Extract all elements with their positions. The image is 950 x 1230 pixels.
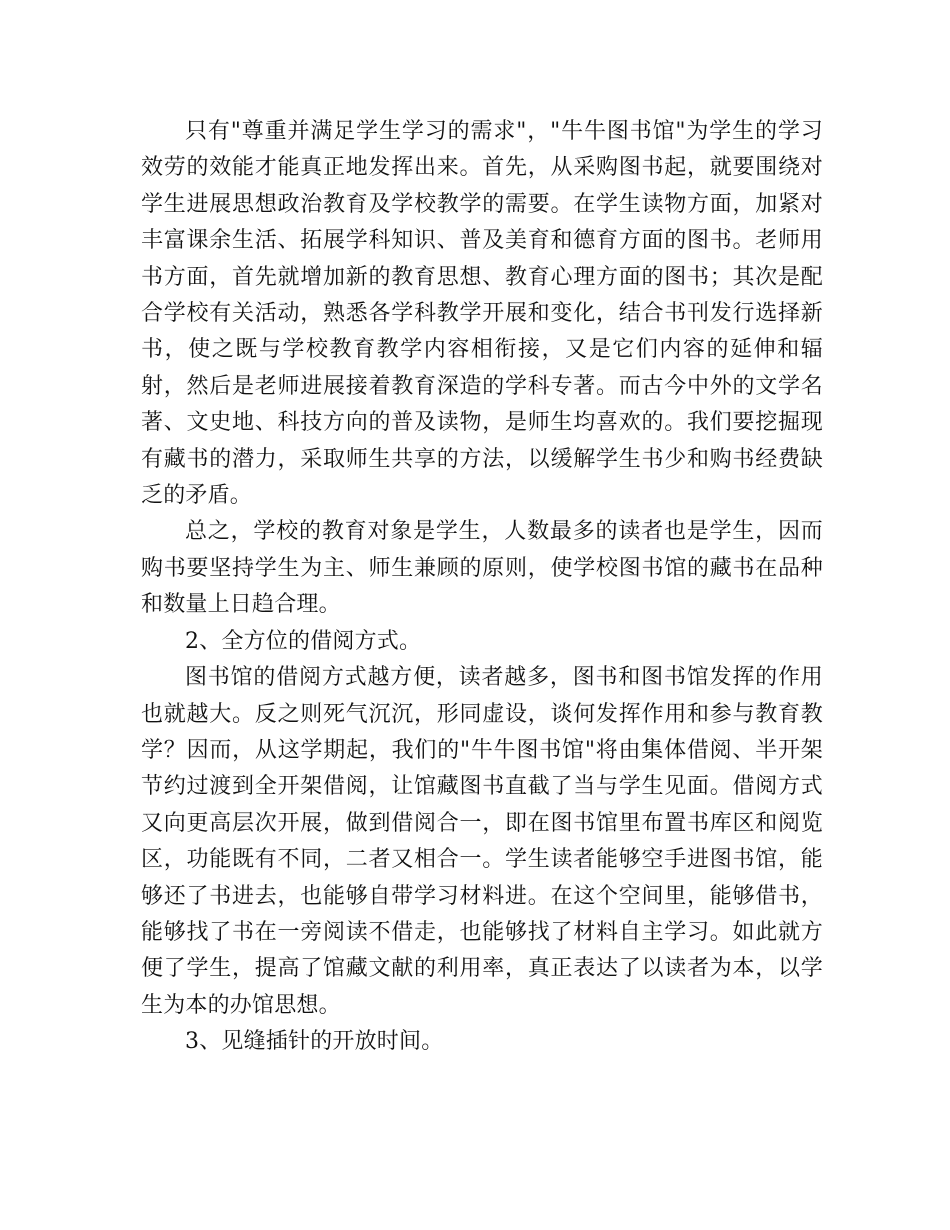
section-heading-lending-methods: 2、全方位的借阅方式。 — [185, 628, 422, 654]
section-heading-opening-hours: 3、见缝插针的开放时间。 — [185, 1029, 444, 1055]
document-body — [141, 114, 823, 1061]
paragraph-summary: 总之，学校的教育对象是学生，人数最多的读者也是学生，因而购书要坚持学生为主、师生兼顾的原则，使学校图书馆的藏书在品种和数量上日趋合理。 — [141, 519, 823, 618]
paragraph-book-procurement: 只有"尊重并满足学生学习的需求"，"牛牛图书馆"为学生的学习效劳的效能才能真正地发挥出来。首先，从采购图书起，就要围绕对学生进展思想政治教育及学校教学的需要。在学生读物方面，加紧对丰富课余生活、拓展学科知识、普及美育和德育方面的图书。老师用书方面，首先就增加新的教育思想、教育心理方面的图书；其次是配合学校有关活动，熟悉各学科教学开展和变化，结合书刊发行选择新书，使之既与学校教育教学内容相衔接，又是它们内容的延伸和辐射，然后是老师进展接着教育深造的学科专著。而古今中外的文学名著、文史地、科技方向的普及读物，是师生均喜欢的。我们要挖掘现有藏书的潜力，采取师生共享的方法，以缓解学生书少和购书经费缺乏的矛盾。 — [141, 119, 823, 509]
paragraph-lending-methods: 图书馆的借阅方式越方便，读者越多，图书和图书馆发挥的作用也就越大。反之则死气沉沉，形同虚设，谈何发挥作用和参与教育教学？因而，从这学期起，我们的"牛牛图书馆"将由集体借阅、半开架节约过渡到全开架借阅，让馆藏图书直截了当与学生见面。借阅方式又向更高层次开展，做到借阅合一，即在图书馆里布置书库区和阅览区，功能既有不同，二者又相合一。学生读者能够空手进图书馆，能够还了书进去，也能够自带学习材料进。在这个空间里，能够借书，能够找了书在一旁阅读不借走，也能够找了材料自主学习。如此就方便了学生，提高了馆藏文献的利用率，真正表达了以读者为本，以学生为本的办馆思想。 — [141, 665, 823, 1018]
